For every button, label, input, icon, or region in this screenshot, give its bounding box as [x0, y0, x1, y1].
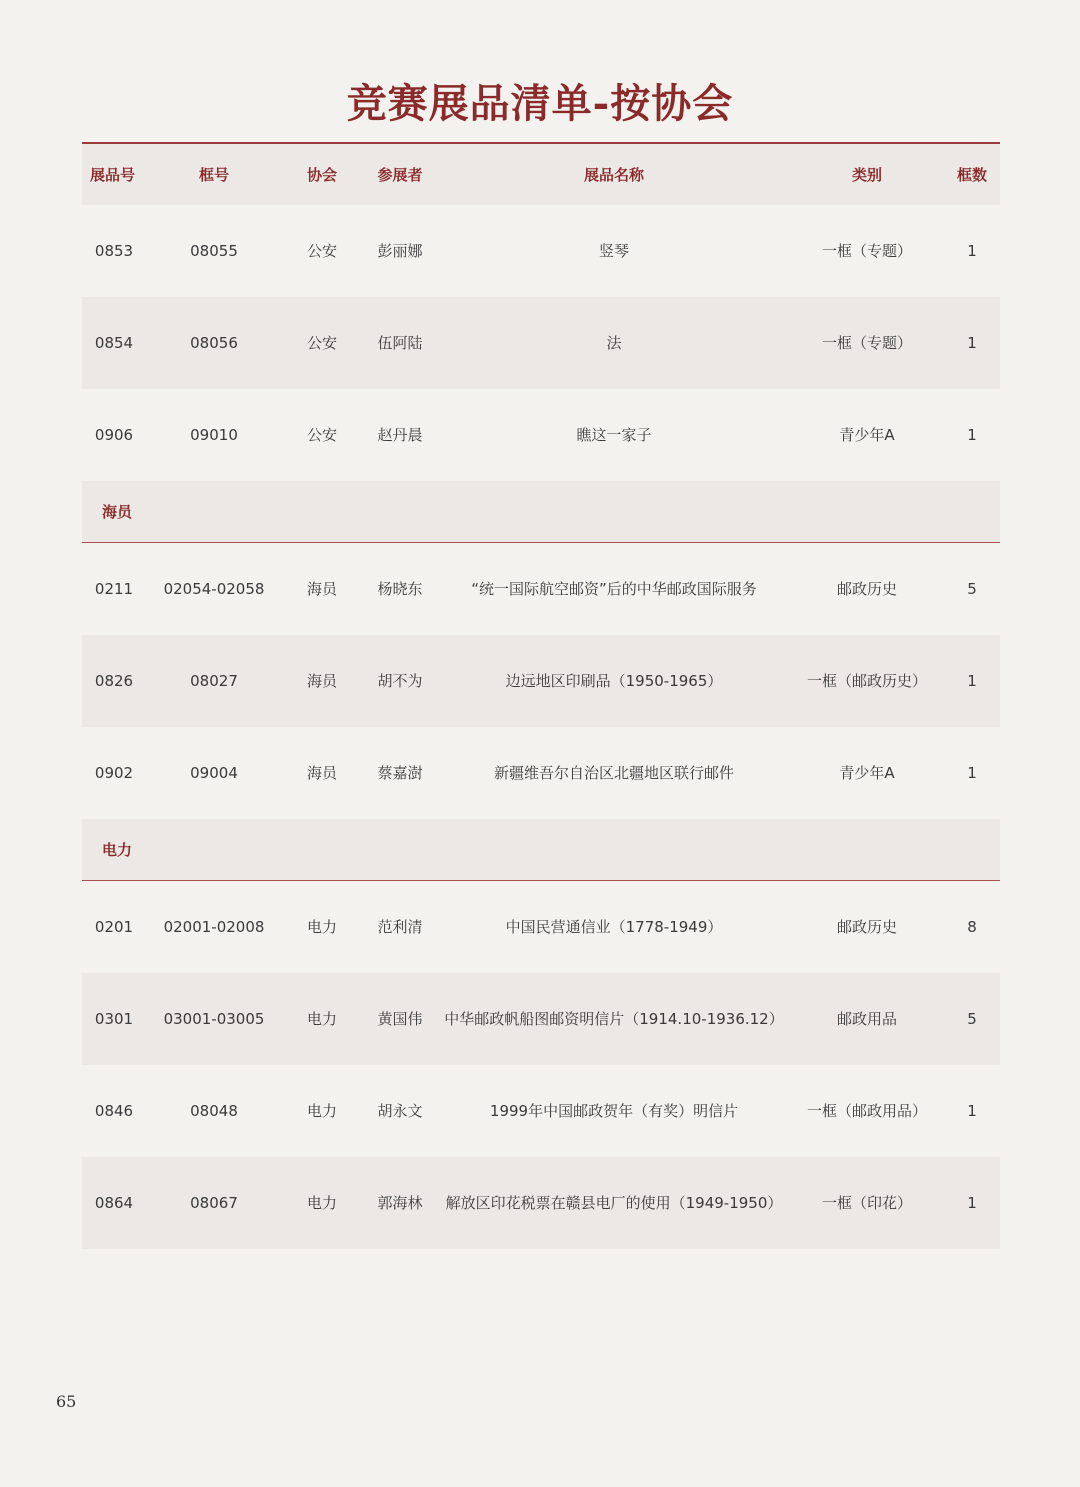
- cell-exhibit-name: 新疆维吾尔自治区北疆地区联行邮件: [493, 764, 734, 782]
- header-exhibit-name: 展品名称: [583, 165, 644, 184]
- cell-exhibit-name: 中国民营通信业（1778-1949）: [505, 918, 723, 936]
- table-row: [82, 297, 1000, 389]
- cell-exhibit-no: 0906: [94, 426, 134, 444]
- cell-category: 邮政历史: [836, 580, 897, 598]
- cell-association: 海员: [306, 764, 337, 782]
- cell-frame-no: 02001-02008: [163, 918, 265, 936]
- cell-frame-no: 03001-03005: [163, 1010, 265, 1028]
- cell-category: 一框（邮政用品）: [806, 1102, 927, 1120]
- cell-exhibit-name: 瞧这一家子: [576, 426, 652, 444]
- cell-association: 电力: [306, 1102, 337, 1120]
- cell-association: 公安: [306, 242, 337, 260]
- cell-exhibit-no: 0301: [94, 1010, 134, 1028]
- cell-frame-no: 08027: [190, 672, 238, 690]
- table-row: [82, 1065, 1000, 1157]
- cell-exhibit-no: 0201: [94, 918, 134, 936]
- cell-association: 电力: [306, 918, 337, 936]
- cell-frames: 5: [967, 580, 977, 598]
- table-row: [82, 543, 1000, 635]
- cell-exhibitor: 胡永文: [377, 1102, 423, 1120]
- cell-category: 邮政用品: [836, 1010, 897, 1028]
- cell-exhibit-no: 0853: [94, 242, 134, 260]
- exhibit-table: [82, 142, 1000, 1249]
- header-exhibitor: 参展者: [377, 165, 423, 184]
- cell-exhibit-name: 中华邮政帆船图邮资明信片（1914.10-1936.12）: [444, 1010, 784, 1028]
- cell-category: 邮政历史: [836, 918, 897, 936]
- cell-category: 一框（邮政历史）: [806, 672, 927, 690]
- cell-exhibit-no: 0846: [94, 1102, 134, 1120]
- cell-exhibitor: 黄国伟: [377, 1010, 423, 1028]
- cell-exhibit-no: 0864: [94, 1194, 134, 1212]
- cell-association: 电力: [306, 1194, 337, 1212]
- cell-frame-no: 08055: [190, 242, 238, 260]
- cell-frame-no: 02054-02058: [163, 580, 265, 598]
- cell-association: 公安: [306, 426, 337, 444]
- table-row: [82, 205, 1000, 297]
- table-row: [82, 1157, 1000, 1249]
- cell-frame-no: 09010: [190, 426, 238, 444]
- cell-category: 一框（专题）: [821, 242, 912, 260]
- cell-exhibit-no: 0902: [94, 764, 134, 782]
- cell-exhibit-name: 竖琴: [598, 242, 629, 260]
- cell-frames: 1: [967, 242, 977, 260]
- header-association: 协会: [306, 165, 337, 184]
- header-category: 类别: [851, 165, 882, 184]
- table-row: [82, 389, 1000, 481]
- cell-exhibit-name: 边远地区印刷品（1950-1965）: [505, 672, 723, 690]
- cell-exhibitor: 彭丽娜: [377, 242, 423, 260]
- cell-frames: 1: [967, 672, 977, 690]
- group-label: 海员: [102, 503, 133, 521]
- cell-frames: 5: [967, 1010, 977, 1028]
- cell-frames: 1: [967, 1102, 977, 1120]
- cell-frame-no: 08048: [190, 1102, 238, 1120]
- group-heading-power: [82, 819, 1000, 880]
- header-frames: 框数: [956, 165, 987, 184]
- cell-exhibit-name: “统一国际航空邮资”后的中华邮政国际服务: [471, 580, 757, 598]
- cell-frames: 1: [967, 1194, 977, 1212]
- cell-association: 公安: [306, 334, 337, 352]
- cell-exhibit-no: 0826: [94, 672, 134, 690]
- cell-exhibitor: 赵丹晨: [377, 426, 423, 444]
- table-row: [82, 727, 1000, 819]
- cell-exhibitor: 蔡嘉澍: [377, 764, 423, 782]
- cell-exhibit-name: 1999年中国邮政贺年（有奖）明信片: [489, 1102, 739, 1120]
- page-number: 65: [56, 1392, 77, 1411]
- table-header: [82, 144, 1000, 205]
- cell-frames: 1: [967, 426, 977, 444]
- cell-exhibitor: 杨晓东: [377, 580, 423, 598]
- cell-exhibit-name: 法: [606, 334, 622, 352]
- cell-category: 青少年A: [839, 764, 895, 782]
- table-row: [82, 881, 1000, 973]
- page-title: 竞赛展品清单-按协会: [346, 80, 734, 127]
- cell-frames: 8: [967, 918, 977, 936]
- table-row: [82, 635, 1000, 727]
- cell-category: 青少年A: [839, 426, 895, 444]
- cell-exhibitor: 郭海林: [377, 1194, 423, 1212]
- cell-exhibit-no: 0854: [94, 334, 134, 352]
- cell-association: 电力: [306, 1010, 337, 1028]
- cell-frame-no: 08056: [190, 334, 238, 352]
- cell-category: 一框（专题）: [821, 334, 912, 352]
- table-row: [82, 973, 1000, 1065]
- cell-frame-no: 08067: [190, 1194, 238, 1212]
- cell-association: 海员: [306, 580, 337, 598]
- group-label: 电力: [102, 841, 133, 859]
- cell-exhibit-name: 解放区印花税票在赣县电厂的使用（1949-1950）: [445, 1194, 783, 1212]
- cell-exhibitor: 伍阿陆: [377, 334, 423, 352]
- cell-exhibitor: 范利清: [377, 918, 423, 936]
- cell-association: 海员: [306, 672, 337, 690]
- cell-category: 一框（印花）: [821, 1194, 912, 1212]
- cell-frames: 1: [967, 334, 977, 352]
- group-heading-seamen: [82, 481, 1000, 542]
- cell-frames: 1: [967, 764, 977, 782]
- cell-exhibit-no: 0211: [94, 580, 134, 598]
- header-exhibit-no: 展品号: [90, 165, 136, 184]
- cell-exhibitor: 胡不为: [377, 672, 423, 690]
- cell-frame-no: 09004: [190, 764, 238, 782]
- header-frame-no: 框号: [198, 165, 229, 184]
